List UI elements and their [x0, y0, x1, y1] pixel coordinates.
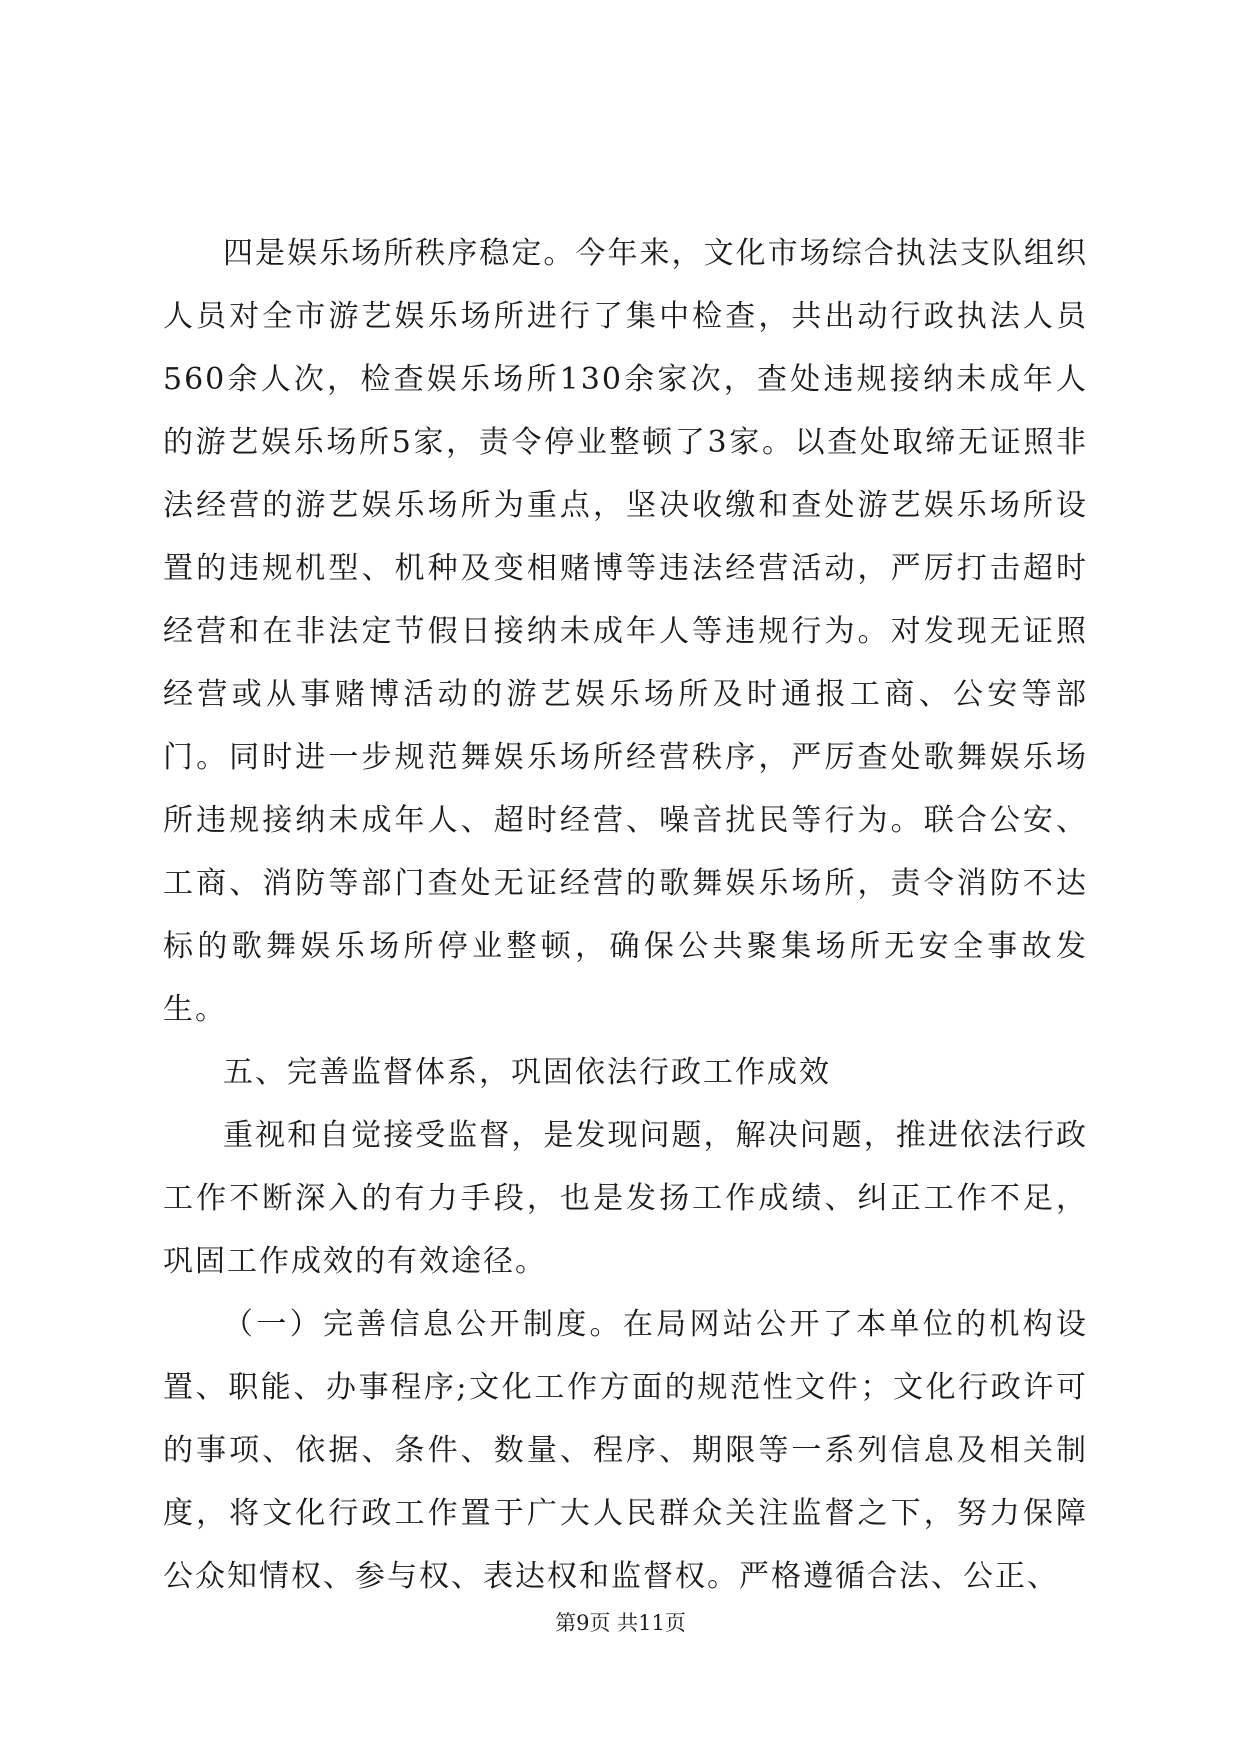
- paragraph-entertainment-order: 四是娱乐场所秩序稳定。今年来，文化市场综合执法支队组织人员对全市游艺娱乐场所进行了集中检查，共出动行政执法人员560余人次，检查娱乐场所130余家次，查处违规接纳未成年人的游艺娱乐场所5家，责令停业整顿了3家。以查处取缔无证照非法经营的游艺娱乐场所为重点，坚决收缴和查处游艺娱乐场所设置的违规机型、机种及变相赌博等违法经营活动，严厉打击超时经营和在非法定节假日接纳未成年人等违规行为。对发现无证照经营或从事赌博活动的游艺娱乐场所及时通报工商、公安等部门。同时进一步规范舞娱乐场所经营秩序，严厉查处歌舞娱乐场所违规接纳未成年人、超时经营、噪音扰民等行为。联合公安、工商、消防等部门查处无证经营的歌舞娱乐场所，责令消防不达标的歌舞娱乐场所停业整顿，确保公共聚集场所无安全事故发生。: [163, 236, 1088, 1027]
- paragraph-information-disclosure: （一）完善信息公开制度。在局网站公开了本单位的机构设置、职能、办事程序;文化工作方面的规范性文件；文化行政许可的事项、依据、条件、数量、程序、期限等一系列信息及相关制度，将文化行政工作置于广大人民群众关注监督之下，努力保障公众知情权、参与权、表达权和监督权。严格遵循合法、公正、: [163, 1307, 1088, 1594]
- section-heading-supervision: 五、完善监督体系，巩固依法行政工作成效: [223, 1055, 831, 1090]
- page-footer: 第9页 共11页: [555, 1611, 686, 1635]
- paragraph-accept-supervision: 重视和自觉接受监督，是发现问题，解决问题，推进依法行政工作不断深入的有力手段，也是发扬工作成绩、纠正工作不足，巩固工作成效的有效途径。: [163, 1118, 1088, 1279]
- document-body: [163, 222, 1088, 1608]
